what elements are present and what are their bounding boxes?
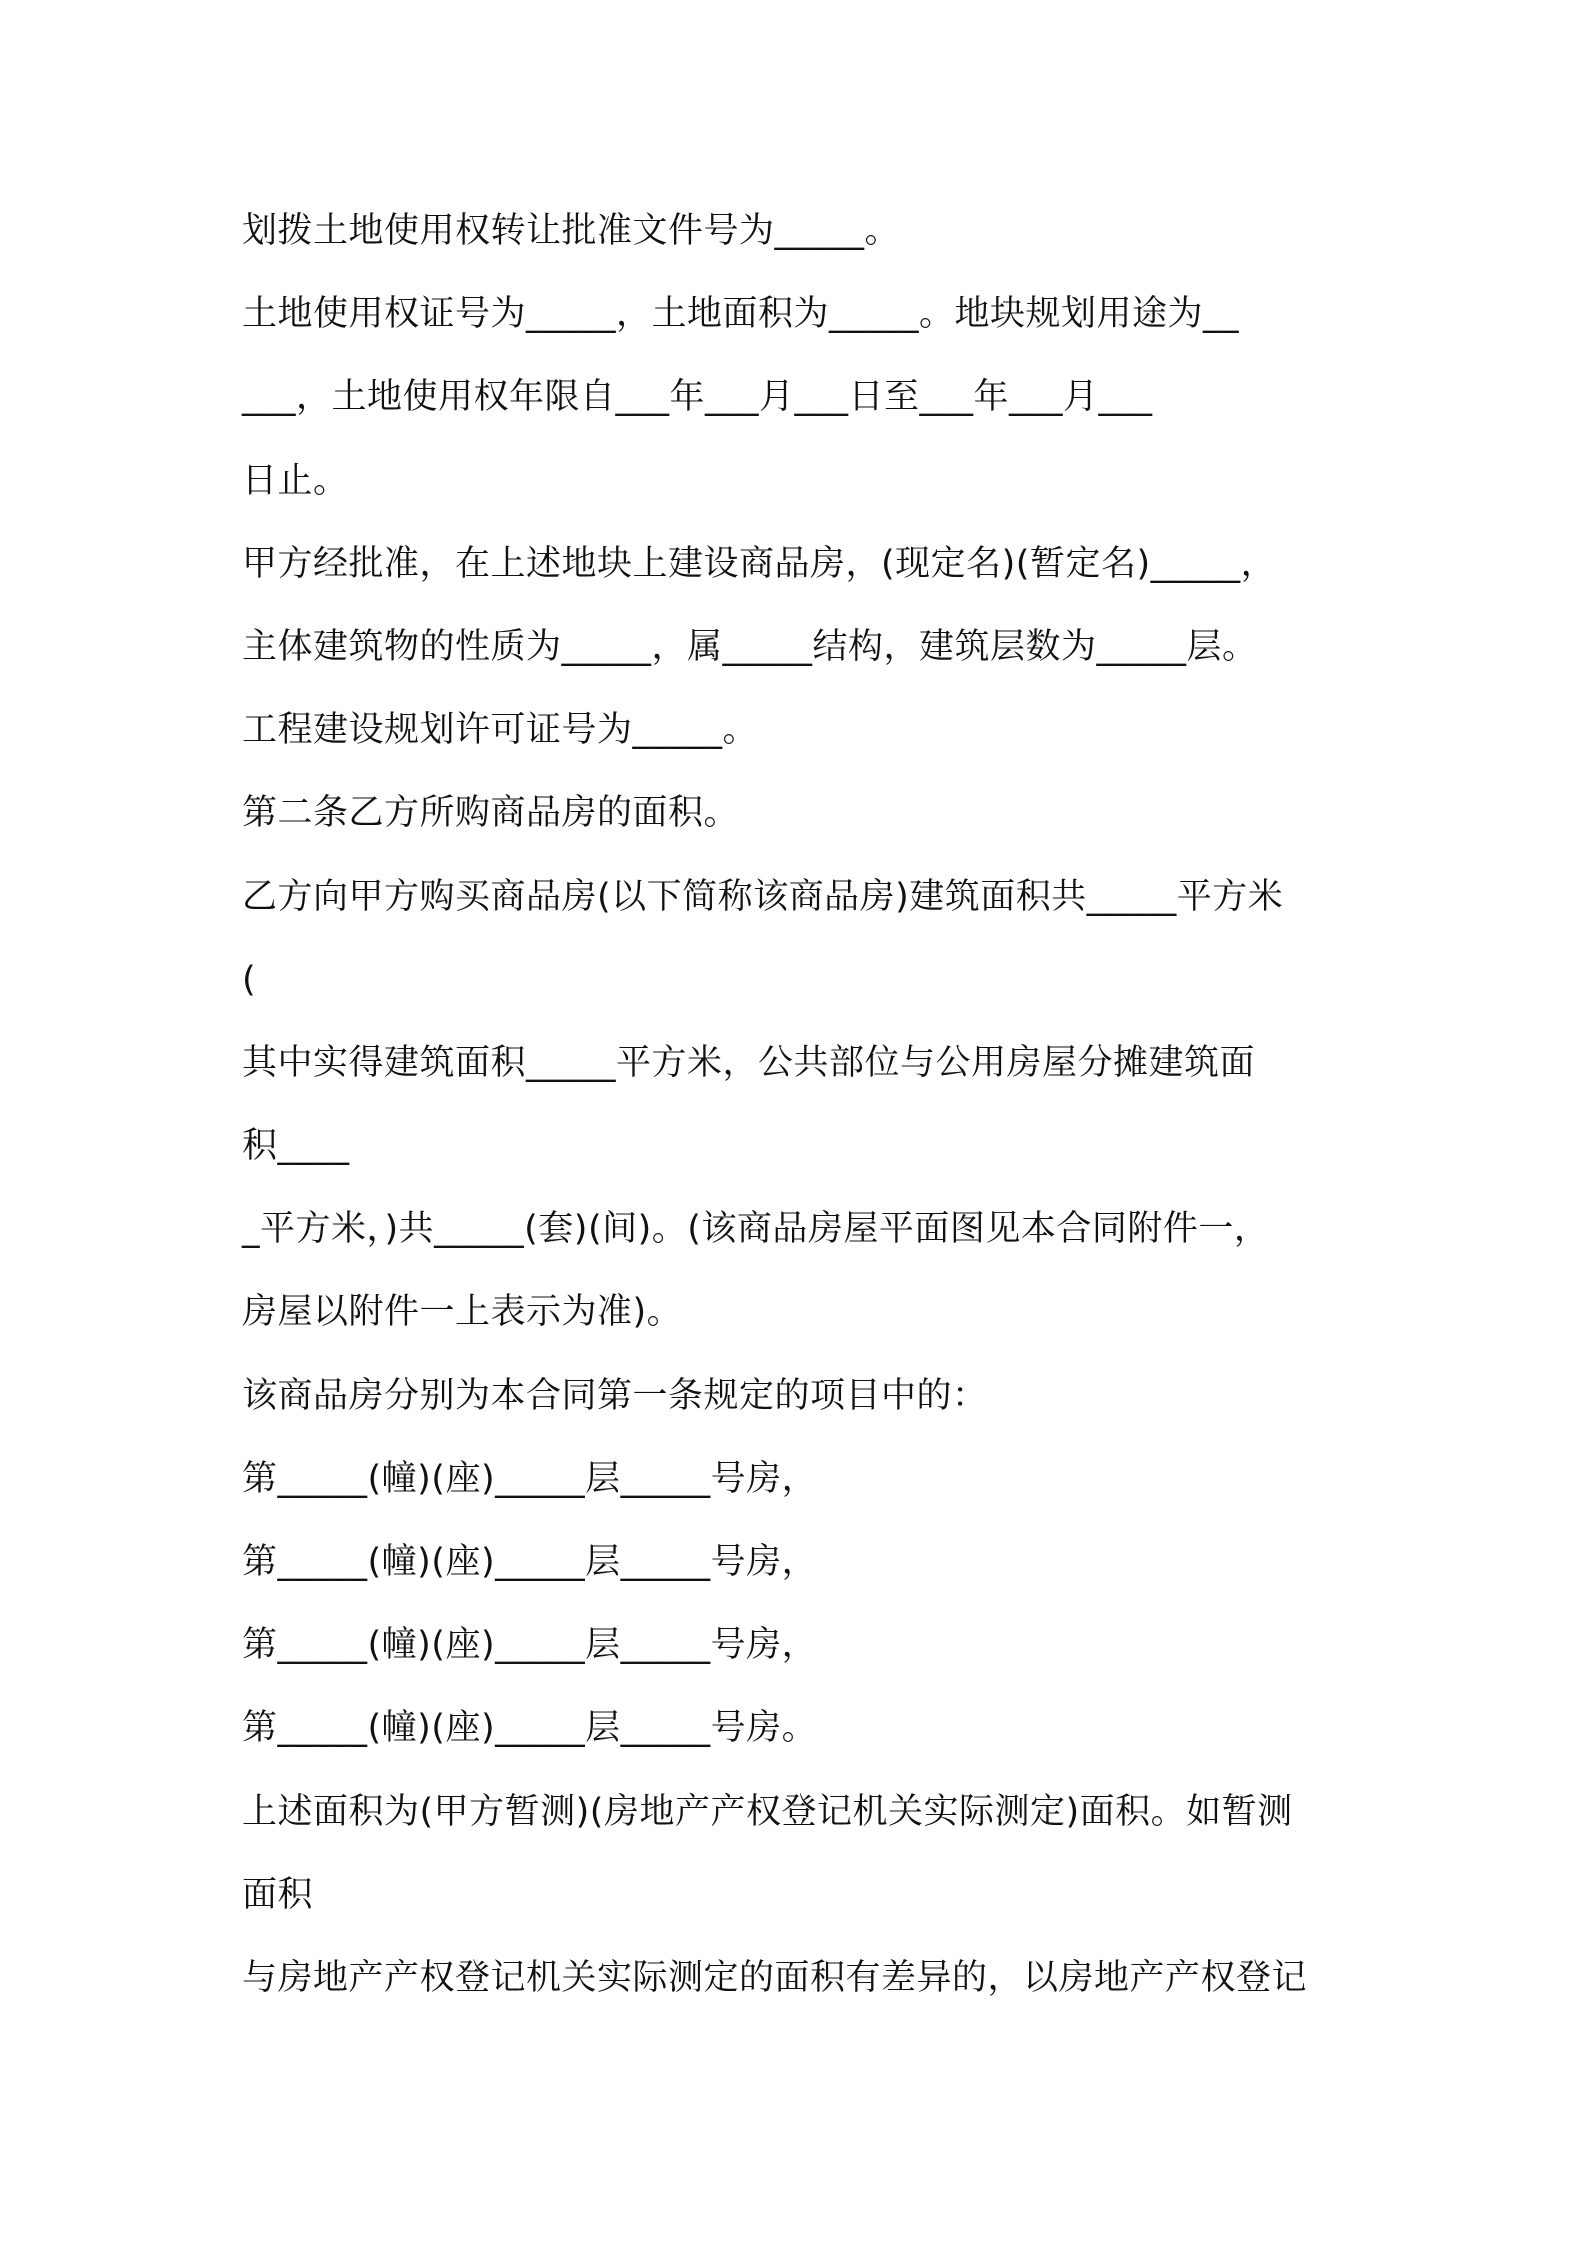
text-line: 面积 [242,1874,314,1915]
text-line: 甲方经批准，在上述地块上建设商品房，(现定名)(暂定名)_____， [242,543,1277,584]
document-body [242,206,1362,2036]
text-line: 日止。 [242,460,349,501]
text-line: 工程建设规划许可证号为_____。 [242,710,759,751]
text-line: ( [242,959,257,1000]
section-heading: 第二条乙方所购商品房的面积。 [242,793,740,834]
text-line: 划拨土地使用权转让批准文件号为_____。 [242,211,901,251]
text-line: 上述面积为(甲方暂测)(房地产产权登记机关实际测定)面积。如暂测 [242,1791,1293,1832]
text-line: 该商品房分别为本合同第一条规定的项目中的： [242,1375,988,1416]
text-line: 主体建筑物的性质为_____，属_____结构，建筑层数为_____层。 [242,626,1258,667]
text-line: ___，土地使用权年限自___年___月___日至___年___月___ [242,377,1153,418]
text-line: _平方米，)共_____(套)(间)。(该商品房屋平面图见本合同附件一， [242,1209,1270,1250]
text-line: 积____ [242,1126,350,1167]
list-item: 第_____(幢)(座)_____层_____号房， [242,1542,818,1582]
text-line: 其中实得建筑面积_____平方米，公共部位与公用房屋分摊建筑面 [242,1042,1256,1083]
list-item: 第_____(幢)(座)_____层_____号房， [242,1458,818,1499]
list-item: 第_____(幢)(座)_____层_____号房。 [242,1708,818,1749]
text-line: 乙方向甲方购买商品房(以下简称该商品房)建筑面积共_____平方米 [242,876,1284,917]
text-line: 土地使用权证号为_____，土地面积为_____。地块规划用途为__ [242,294,1240,335]
text-line: 与房地产产权登记机关实际测定的面积有差异的，以房地产产权登记 [242,1957,1308,1998]
list-item: 第_____(幢)(座)_____层_____号房， [242,1625,818,1666]
text-line: 房屋以附件一上表示为准)。 [242,1292,683,1333]
